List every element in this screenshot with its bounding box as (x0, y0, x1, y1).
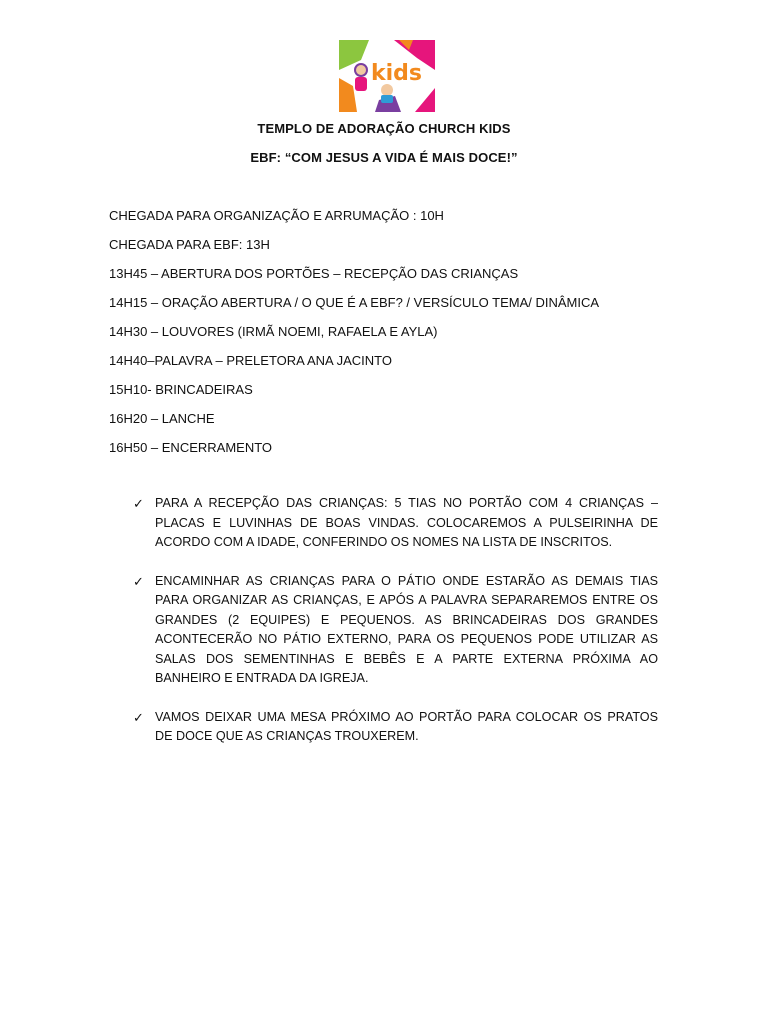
checklist (133, 494, 658, 766)
checkmark-icon: ✓ (133, 573, 144, 589)
checklist-item (133, 572, 658, 689)
checkmark-icon: ✓ (133, 496, 144, 511)
checklist-item-text: ENCAMINHAR AS CRIANÇAS PARA O PÁTIO ONDE ESTARÃO AS DEMAIS TIAS PARA ORGANIZAR AS CRIANÇAS, E APÓS A PALAVRA SEPARAREMOS ENTRE OS GRANDES (2 EQUIPES) E PEQUENOS. AS BRINCADEIRAS DOS GRANDES ACONTECERÃO NO PÁTIO EXTERNO, PARA OS PEQUENOS PODE UTILIZAR AS SALAS DOS SEMENTINHAS E BEBÊS E A PARTE EXTERNA PRÓXIMA AO BANHEIRO E ENTRADA DA IGREJA. (155, 573, 658, 685)
schedule-item: 16H20 – LANCHE (109, 411, 215, 426)
schedule-item: 14H15 – ORAÇÃO ABERTURA / O QUE É A EBF? / VERSÍCULO TEMA/ DINÂMICA (109, 295, 600, 310)
schedule-item: 13H45 – ABERTURA DOS PORTÕES – RECEPÇÃO DAS CRIANÇAS (109, 266, 519, 281)
kids-logo (339, 40, 435, 112)
schedule-item: 14H30 – LOUVORES (IRMÃ NOEMI, RAFAELA E AYLA) (109, 324, 438, 339)
checkmark-icon: ✓ (133, 709, 144, 725)
checklist-item-text: VAMOS DEIXAR UMA MESA PRÓXIMO AO PORTÃO PARA COLOCAR OS PRATOS DE DOCE QUE AS CRIANÇAS TROUXEREM. (155, 709, 658, 743)
document-subtitle: EBF: “COM JESUS A VIDA É MAIS DOCE!” (250, 150, 518, 165)
schedule-item: 15H10- BRINCADEIRAS (109, 382, 253, 397)
checklist-item-text: PARA A RECEPÇÃO DAS CRIANÇAS: 5 TIAS NO PORTÃO COM 4 CRIANÇAS – PLACAS E LUVINHAS DE BOAS VINDAS. COLOCAREMOS A PULSEIRINHA DE ACORDO COM A IDADE, CONFERINDO OS NOMES NA LISTA DE INSCRITOS. (155, 496, 658, 549)
kids-logo-lettering: kids (371, 61, 423, 86)
checklist-item (133, 494, 658, 553)
kids-logo-graphic (339, 40, 435, 112)
schedule-item: 16H50 – ENCERRAMENTO (109, 440, 273, 455)
schedule-list (109, 207, 599, 468)
schedule-item: CHEGADA PARA EBF: 13H (109, 237, 270, 252)
schedule-item: 14H40–PALAVRA – PRELETORA ANA JACINTO (109, 353, 393, 368)
document-title: TEMPLO DE ADORAÇÃO CHURCH KIDS (257, 121, 511, 136)
checklist-item (133, 708, 658, 747)
schedule-item: CHEGADA PARA ORGANIZAÇÃO E ARRUMAÇÃO : 10H (109, 208, 444, 223)
